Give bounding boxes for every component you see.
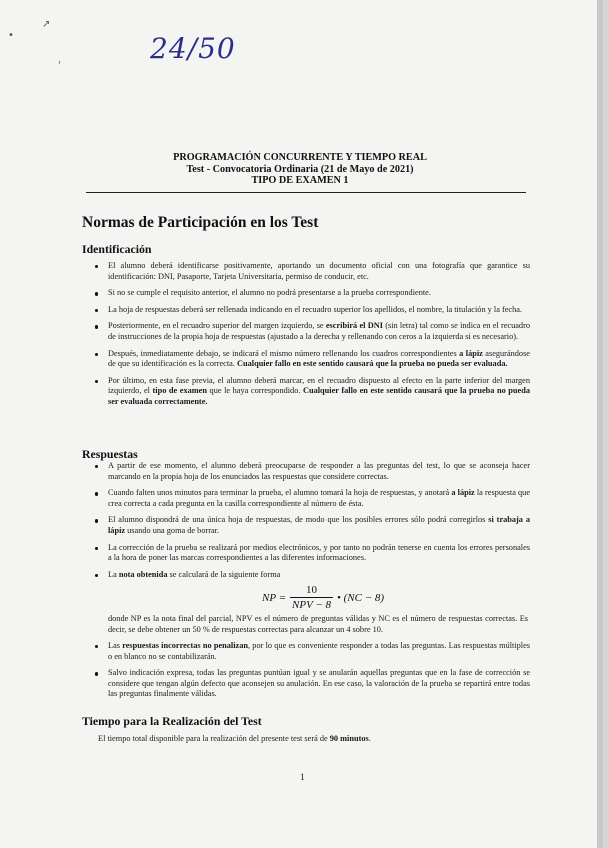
identificacion-list: [94, 261, 530, 414]
scan-speck: •: [8, 30, 14, 41]
formula-numerator: 10: [306, 584, 318, 596]
list-item: Salvo indicación expresa, todas las preguntas puntúan igual y se anularán aquellas preguntas que en la fase de corrección se considere que tengan algún defecto que aconsejen su anulación. En ese caso, la valoración de la prueba se repartirá entre todas las preguntas finalmente válidas.: [94, 668, 530, 700]
list-item: El alumno dispondrá de una única hoja de respuestas, de modo que los posibles errores sólo podrá corregirlos si trabaja a lápiz usando una goma de borrar.: [94, 515, 530, 536]
header-divider: [86, 192, 526, 193]
course-title: PROGRAMACIÓN CONCURRENTE Y TIEMPO REAL: [173, 152, 427, 163]
list-item: Después, inmediatamente debajo, se indicará el mismo número rellenando los cuadros correspondientes a lápiz asegurándose de que su identificación es la correcta. Cualquier fallo en este sentido causará que la prueba no pueda ser evaluada.: [94, 349, 530, 370]
exam-header: [120, 152, 480, 187]
list-item: Posteriormente, en el recuadro superior del margen izquierdo, se escribirá el DNI (sin letra) tal como se indica en el recuadro de instrucciones de la propia hoja de respuestas (ajustado a la derecha y rellenando con ceros a la izquierda si es necesario).: [94, 321, 530, 342]
handwritten-score: 24/50: [150, 32, 236, 65]
list-item: La corrección de la prueba se realizará por medios electrónicos, y por tanto no podrán tenerse en cuenta los errores personales a la hora de poner las marcas correspondientes a las diferentes informaciones.: [94, 543, 530, 564]
formula-denominator: NPV − 8: [292, 599, 332, 611]
tiempo-text: El tiempo total disponible para la realización del presente test será de 90 minutos.: [98, 734, 371, 743]
section-tiempo-heading: Tiempo para la Realización del Test: [82, 714, 262, 728]
respuestas-list-bottom: [94, 641, 530, 706]
list-item: El alumno deberá identificarse positivamente, aportando un documento oficial con una fotografía que garantice su identificación: DNI, Pasaporte, Tarjeta Universitaria, permiso de conducir, etc.: [94, 261, 530, 282]
formula-fraction: [290, 584, 333, 611]
list-item: A partir de ese momento, el alumno deberá preocuparse de responder a las preguntas del test, lo que se aconseja hacer marcando en la propia hoja de los enunciados las respuestas que considere correctas.: [94, 461, 530, 482]
scan-speck: ↗: [42, 19, 51, 30]
list-item: Por último, en esta fase previa, el alumno deberá marcar, en el recuadro dispuesto al efecto en la parte inferior del margen izquierdo, el tipo de examen que le haya correspondido. Cualquier fallo en este sentido causará que la prueba no pueda ser evaluada correctamente.: [94, 376, 530, 408]
list-item: Cuando falten unos minutos para terminar la prueba, el alumno tomará la hoja de respuestas, y anotará a lápiz la respuesta que crea correcta a cada pregunta en la casilla correspondiente al número de ésta.: [94, 488, 530, 509]
list-item: Las respuestas incorrectas no penalizan, por lo que es conveniente responder a todas las preguntas. Las respuestas múltiples o en blanco no se contabilizarán.: [94, 641, 530, 662]
list-item: La nota obtenida se calculará de la siguiente forma: [94, 570, 530, 581]
exam-session: Test - Convocatoria Ordinaria (21 de Mayo de 2021): [186, 163, 414, 175]
formula-explanation: donde NP es la nota final del parcial, NPV es el número de preguntas válidas y NC es el número de respuestas correctas. Es decir, se debe obtener un 50 % de respuestas correctas para alcanzar un 4 sobre 10.: [108, 614, 528, 634]
formula-lhs: NP =: [262, 591, 287, 604]
section-respuestas-heading: Respuestas: [82, 447, 138, 461]
scan-speck: ': [58, 60, 61, 71]
formula-rhs: • (NC − 8): [337, 591, 385, 604]
exam-type: TIPO DE EXAMEN 1: [251, 175, 349, 186]
page-title: Normas de Participación en los Test: [82, 214, 319, 231]
respuestas-list-top: [94, 461, 530, 586]
grade-formula: [262, 584, 384, 611]
list-item: La hoja de respuestas deberá ser rellenada indicando en el recuadro superior los apellidos, el nombre, la titulación y la fecha.: [94, 305, 530, 316]
list-item: Si no se cumple el requisito anterior, el alumno no podrá presentarse a la prueba correspondiente.: [94, 288, 530, 299]
page-number: 1: [300, 773, 305, 783]
section-identificacion-heading: Identificación: [82, 242, 152, 256]
scan-edge: [597, 0, 603, 848]
